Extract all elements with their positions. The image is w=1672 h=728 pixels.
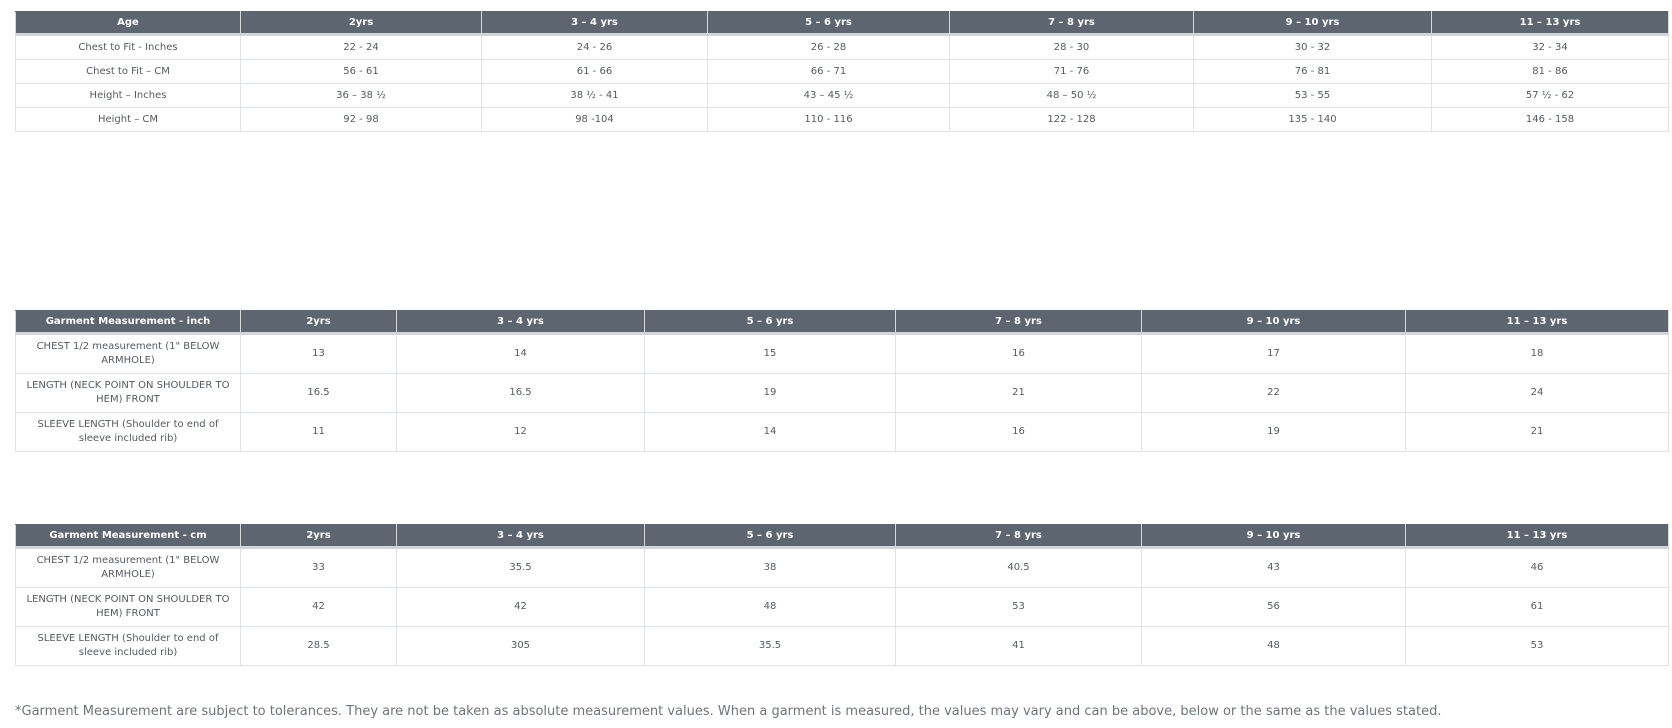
row-label: Chest to Fit - Inches <box>16 35 241 60</box>
table-cell: 24 - 26 <box>482 35 708 60</box>
column-header: 7 – 8 yrs <box>896 525 1142 548</box>
table-cell: 11 <box>241 413 397 452</box>
table-cell: 40.5 <box>896 548 1142 588</box>
table-cell: 35.5 <box>645 627 896 666</box>
column-header: 11 – 13 yrs <box>1406 311 1669 334</box>
table-cell: 12 <box>397 413 645 452</box>
table-cell: 33 <box>241 548 397 588</box>
table-cell: 21 <box>896 374 1142 413</box>
column-header: 9 – 10 yrs <box>1142 525 1406 548</box>
table-cell: 26 - 28 <box>708 35 950 60</box>
table-cell: 16.5 <box>241 374 397 413</box>
table-cell: 43 <box>1142 548 1406 588</box>
column-header: 5 – 6 yrs <box>708 12 950 35</box>
column-header: 9 – 10 yrs <box>1142 311 1406 334</box>
table-cell: 13 <box>241 334 397 374</box>
row-label: SLEEVE LENGTH (Shoulder to end of sleeve included rib) <box>16 413 241 452</box>
tolerance-footnote: *Garment Measurement are subject to tolerances. They are not be taken as absolute measurement values. When a garment is measured, the values may vary and can be above, below or the same as the values stated. <box>15 704 1442 719</box>
table-header-row <box>16 525 1669 548</box>
table-cell: 38 ½ - 41 <box>482 84 708 108</box>
table-cell: 110 - 116 <box>708 108 950 132</box>
table-cell: 16 <box>896 413 1142 452</box>
table-cell: 305 <box>397 627 645 666</box>
age-size-table <box>15 11 1669 132</box>
table-row <box>16 548 1669 588</box>
row-label: Height – Inches <box>16 84 241 108</box>
table-cell: 14 <box>397 334 645 374</box>
column-header: 9 – 10 yrs <box>1194 12 1432 35</box>
table-cell: 43 – 45 ½ <box>708 84 950 108</box>
table-cell: 22 - 24 <box>241 35 482 60</box>
table-cell: 28 - 30 <box>950 35 1194 60</box>
garment-measurement-cm-table <box>15 524 1669 666</box>
column-header: Garment Measurement - cm <box>16 525 241 548</box>
column-header: 2yrs <box>241 311 397 334</box>
table-row <box>16 60 1669 84</box>
table-cell: 46 <box>1406 548 1669 588</box>
table-cell: 48 <box>645 588 896 627</box>
table-cell: 53 - 55 <box>1194 84 1432 108</box>
table-cell: 42 <box>397 588 645 627</box>
table-row <box>16 108 1669 132</box>
column-header: 2yrs <box>241 525 397 548</box>
table-cell: 61 <box>1406 588 1669 627</box>
column-header: 5 – 6 yrs <box>645 311 896 334</box>
table-cell: 135 - 140 <box>1194 108 1432 132</box>
table-cell: 53 <box>896 588 1142 627</box>
table-cell: 56 - 61 <box>241 60 482 84</box>
table-cell: 17 <box>1142 334 1406 374</box>
table-header-row <box>16 311 1669 334</box>
table-cell: 146 - 158 <box>1432 108 1669 132</box>
row-label: CHEST 1/2 measurement (1" BELOW ARMHOLE) <box>16 334 241 374</box>
table-cell: 42 <box>241 588 397 627</box>
column-header: 3 – 4 yrs <box>397 525 645 548</box>
row-label: Chest to Fit – CM <box>16 60 241 84</box>
table-cell: 18 <box>1406 334 1669 374</box>
table-cell: 30 - 32 <box>1194 35 1432 60</box>
table-header-row <box>16 12 1669 35</box>
table-cell: 66 - 71 <box>708 60 950 84</box>
table-cell: 76 - 81 <box>1194 60 1432 84</box>
table-row <box>16 588 1669 627</box>
table-cell: 32 - 34 <box>1432 35 1669 60</box>
table-cell: 22 <box>1142 374 1406 413</box>
row-label: CHEST 1/2 measurement (1" BELOW ARMHOLE) <box>16 548 241 588</box>
column-header: Age <box>16 12 241 35</box>
column-header: 2yrs <box>241 12 482 35</box>
table-cell: 98 -104 <box>482 108 708 132</box>
table-cell: 19 <box>645 374 896 413</box>
table-cell: 61 - 66 <box>482 60 708 84</box>
table-cell: 38 <box>645 548 896 588</box>
table-row <box>16 374 1669 413</box>
table-cell: 28.5 <box>241 627 397 666</box>
column-header: 3 – 4 yrs <box>482 12 708 35</box>
table-cell: 36 – 38 ½ <box>241 84 482 108</box>
table-cell: 16 <box>896 334 1142 374</box>
table-cell: 16.5 <box>397 374 645 413</box>
table-cell: 35.5 <box>397 548 645 588</box>
table-cell: 24 <box>1406 374 1669 413</box>
table-row <box>16 35 1669 60</box>
column-header: 11 – 13 yrs <box>1432 12 1669 35</box>
table-cell: 71 - 76 <box>950 60 1194 84</box>
table-cell: 48 <box>1142 627 1406 666</box>
table-row <box>16 84 1669 108</box>
row-label: SLEEVE LENGTH (Shoulder to end of sleeve included rib) <box>16 627 241 666</box>
column-header: 5 – 6 yrs <box>645 525 896 548</box>
column-header: 7 – 8 yrs <box>896 311 1142 334</box>
table-row <box>16 413 1669 452</box>
table-row <box>16 627 1669 666</box>
table-cell: 48 – 50 ½ <box>950 84 1194 108</box>
table-cell: 56 <box>1142 588 1406 627</box>
table-cell: 53 <box>1406 627 1669 666</box>
table-cell: 81 - 86 <box>1432 60 1669 84</box>
table-cell: 92 - 98 <box>241 108 482 132</box>
table-cell: 41 <box>896 627 1142 666</box>
table-cell: 14 <box>645 413 896 452</box>
table-cell: 57 ½ - 62 <box>1432 84 1669 108</box>
table-cell: 21 <box>1406 413 1669 452</box>
column-header: Garment Measurement - inch <box>16 311 241 334</box>
column-header: 3 – 4 yrs <box>397 311 645 334</box>
table-cell: 15 <box>645 334 896 374</box>
row-label: Height – CM <box>16 108 241 132</box>
row-label: LENGTH (NECK POINT ON SHOULDER TO HEM) FRONT <box>16 374 241 413</box>
garment-measurement-inch-table <box>15 310 1669 452</box>
table-cell: 19 <box>1142 413 1406 452</box>
table-cell: 122 - 128 <box>950 108 1194 132</box>
table-row <box>16 334 1669 374</box>
column-header: 11 – 13 yrs <box>1406 525 1669 548</box>
row-label: LENGTH (NECK POINT ON SHOULDER TO HEM) FRONT <box>16 588 241 627</box>
column-header: 7 – 8 yrs <box>950 12 1194 35</box>
